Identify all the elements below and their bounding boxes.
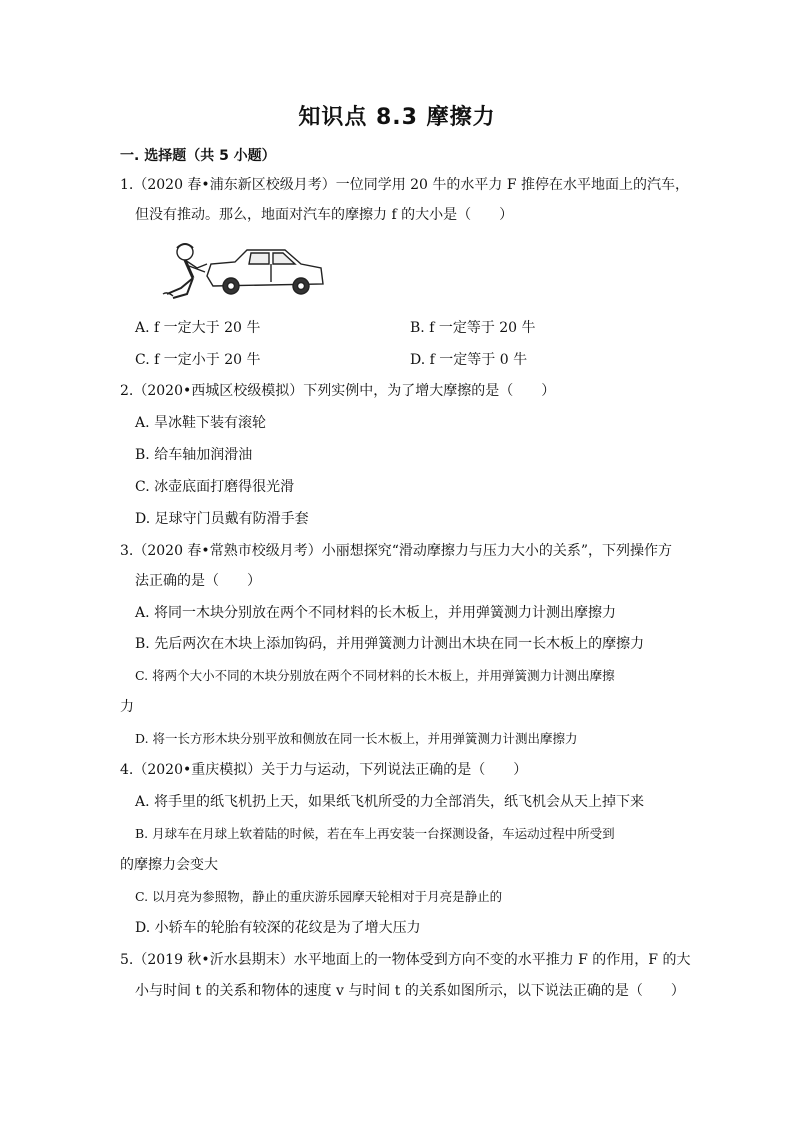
q4-option-d: D. 小轿车的轮胎有较深的花纹是为了增大压力 <box>135 920 421 936</box>
q4-option-b-line2: 的摩擦力会变大 <box>120 857 218 873</box>
q5-stem-line2: 小与时间 t 的关系和物体的速度 v 与时间 t 的关系如图所示，以下说法正确的是（ ） <box>135 983 685 999</box>
q3-stem-line1: 3.（2020 春•常熟市校级月考）小丽想探究“滑动摩擦力与压力大小的关系”，下列操作方 <box>120 543 673 559</box>
q2-stem: 2.（2020•西城区校级模拟）下列实例中，为了增大摩擦的是（ ） <box>120 383 556 399</box>
q3-option-c-line2: 力 <box>120 699 134 715</box>
q1-option-c: C. f 一定小于 20 牛 <box>135 352 261 368</box>
q5-stem-line1: 5.（2019 秋•沂水县期末）水平地面上的一物体受到方向不变的水平推力 F 的作用，F 的大 <box>120 952 691 968</box>
person-pushing-car-illustration <box>155 238 325 302</box>
q4-option-c: C. 以月亮为参照物，静止的重庆游乐园摩天轮相对于月亮是静止的 <box>135 889 503 904</box>
q3-option-a: A. 将同一木块分别放在两个不同材料的长木板上，并用弹簧测力计测出摩擦力 <box>135 605 617 621</box>
q1-stem-line2: 但没有推动。那么，地面对汽车的摩擦力 f 的大小是（ ） <box>135 207 514 223</box>
q1-stem-line1: 1.（2020 春•浦东新区校级月考）一位同学用 20 牛的水平力 F 推停在水平地面上的汽车， <box>120 177 690 193</box>
q3-option-d: D. 将一长方形木块分别平放和侧放在同一长木板上，并用弹簧测力计测出摩擦力 <box>135 731 578 746</box>
q2-option-d: D. 足球守门员戴有防滑手套 <box>135 511 309 527</box>
q2-option-a: A. 旱冰鞋下装有滚轮 <box>135 415 267 431</box>
q2-option-b: B. 给车轴加润滑油 <box>135 447 253 463</box>
q4-option-a: A. 将手里的纸飞机扔上天，如果纸飞机所受的力全部消失，纸飞机会从天上掉下来 <box>135 794 645 810</box>
q1-option-a: A. f 一定大于 20 牛 <box>135 320 261 336</box>
q4-stem: 4.（2020•重庆模拟）关于力与运动，下列说法正确的是（ ） <box>120 762 528 778</box>
q4-option-b-line1: B. 月球车在月球上软着陆的时候，若在车上再安装一台探测设备，车运动过程中所受到 <box>135 826 615 841</box>
section-heading: 一. 选择题（共 5 小题） <box>120 148 276 164</box>
q2-option-c: C. 冰壶底面打磨得很光滑 <box>135 479 295 495</box>
q3-option-b: B. 先后两次在木块上添加钩码，并用弹簧测力计测出木块在同一长木板上的摩擦力 <box>135 636 645 652</box>
q3-option-c-line1: C. 将两个大小不同的木块分别放在两个不同材料的长木板上，并用弹簧测力计测出摩擦 <box>135 668 615 683</box>
q1-option-b: B. f 一定等于 20 牛 <box>410 320 536 336</box>
q3-stem-line2: 法正确的是（ ） <box>135 573 261 589</box>
page-title: 知识点 8.3 摩擦力 <box>298 105 496 130</box>
q1-option-d: D. f 一定等于 0 牛 <box>410 352 528 368</box>
